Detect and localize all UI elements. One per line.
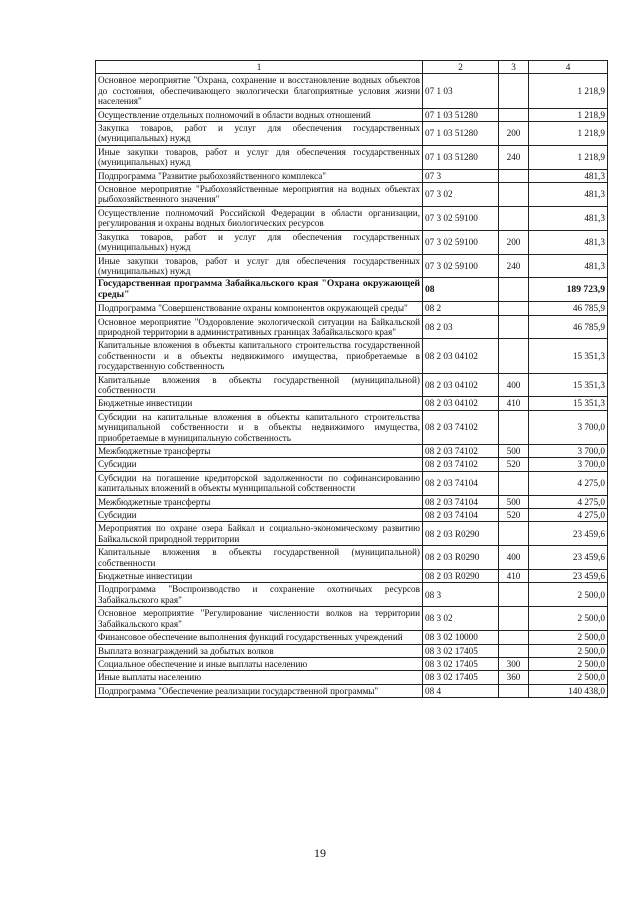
row-amount-cell: 189 723,9 (529, 278, 608, 302)
row-amount-cell: 4 275,0 (529, 495, 608, 508)
row-type-cell (499, 410, 529, 444)
table-row (96, 315, 608, 339)
row-type-cell (499, 471, 529, 495)
row-type-cell: 400 (499, 546, 529, 570)
row-type-cell (499, 183, 529, 207)
row-code-cell: 08 2 03 74102 (423, 410, 499, 444)
row-code-cell: 08 2 03 74102 (423, 445, 499, 458)
row-code-cell: 08 2 03 74104 (423, 495, 499, 508)
table-row (96, 671, 608, 684)
page-number: 19 (314, 846, 326, 860)
row-amount-cell: 2 500,0 (529, 644, 608, 657)
row-name-cell: Закупка товаров, работ и услуг для обеспечения государственных (муниципальных) нужд (96, 230, 423, 254)
row-name-cell: Основное мероприятие "Охрана, сохранение и восстановление водных объектов до состояния, обеспечивающего экологически благоприятные условия жизни населения" (96, 74, 423, 108)
row-amount-cell: 2 500,0 (529, 607, 608, 631)
header-amount: 4 (529, 61, 608, 74)
row-type-cell (499, 74, 529, 108)
row-type-cell: 520 (499, 509, 529, 522)
row-code-cell: 08 2 03 04102 (423, 339, 499, 373)
row-name-cell: Бюджетные инвестиции (96, 570, 423, 583)
row-code-cell: 07 1 03 51280 (423, 145, 499, 169)
row-amount-cell: 1 218,9 (529, 74, 608, 108)
row-code-cell: 07 3 02 59100 (423, 206, 499, 230)
header-type: 3 (499, 61, 529, 74)
table-row (96, 278, 608, 302)
table-body (96, 74, 608, 698)
table-row (96, 458, 608, 471)
row-amount-cell: 481,3 (529, 230, 608, 254)
header-code: 2 (423, 61, 499, 74)
table-row (96, 410, 608, 444)
row-amount-cell: 4 275,0 (529, 509, 608, 522)
row-type-cell (499, 302, 529, 315)
row-amount-cell: 23 459,6 (529, 570, 608, 583)
row-code-cell: 07 3 02 59100 (423, 230, 499, 254)
row-code-cell: 08 2 03 R0290 (423, 546, 499, 570)
row-amount-cell: 1 218,9 (529, 108, 608, 121)
row-name-cell: Основное мероприятие "Рыбохозяйственные мероприятия на водных объектах рыбохозяйственного значения" (96, 183, 423, 207)
row-name-cell: Государственная программа Забайкальского края "Охрана окружающей среды" (96, 278, 423, 302)
row-type-cell (499, 644, 529, 657)
row-name-cell: Основное мероприятие "Оздоровление экологической ситуации на Байкальской природной территории в административных границах Забайкальского края" (96, 315, 423, 339)
row-amount-cell: 2 500,0 (529, 631, 608, 644)
row-name-cell: Субсидии (96, 509, 423, 522)
row-name-cell: Субсидии (96, 458, 423, 471)
table-row (96, 169, 608, 182)
row-amount-cell: 4 275,0 (529, 471, 608, 495)
table-row (96, 183, 608, 207)
row-type-cell: 400 (499, 373, 529, 397)
row-name-cell: Мероприятия по охране озера Байкал и социально-экономическому развитию Байкальской природной территории (96, 522, 423, 546)
row-code-cell: 08 3 02 17405 (423, 657, 499, 670)
row-amount-cell: 15 351,3 (529, 397, 608, 410)
row-code-cell: 08 2 03 04102 (423, 373, 499, 397)
row-type-cell (499, 684, 529, 697)
header-name: 1 (96, 61, 423, 74)
table-row (96, 373, 608, 397)
row-amount-cell: 481,3 (529, 206, 608, 230)
row-code-cell: 08 4 (423, 684, 499, 697)
row-type-cell (499, 278, 529, 302)
row-name-cell: Подпрограмма "Воспроизводство и сохранение охотничьих ресурсов Забайкальского края" (96, 583, 423, 607)
row-code-cell: 07 1 03 51280 (423, 108, 499, 121)
table-row (96, 339, 608, 373)
row-type-cell (499, 315, 529, 339)
table-row (96, 397, 608, 410)
row-type-cell: 500 (499, 495, 529, 508)
row-name-cell: Иные закупки товаров, работ и услуг для обеспечения государственных (муниципальных) нужд (96, 254, 423, 278)
row-amount-cell: 46 785,9 (529, 315, 608, 339)
budget-table (95, 60, 608, 698)
table-row (96, 495, 608, 508)
row-amount-cell: 15 351,3 (529, 339, 608, 373)
row-code-cell: 08 3 02 17405 (423, 644, 499, 657)
table-row (96, 570, 608, 583)
row-amount-cell: 481,3 (529, 169, 608, 182)
table-row (96, 145, 608, 169)
row-name-cell: Социальное обеспечение и иные выплаты населению (96, 657, 423, 670)
row-amount-cell: 3 700,0 (529, 458, 608, 471)
row-code-cell: 08 (423, 278, 499, 302)
row-amount-cell: 3 700,0 (529, 445, 608, 458)
row-code-cell: 08 3 02 (423, 607, 499, 631)
row-code-cell: 07 1 03 51280 (423, 122, 499, 146)
row-code-cell: 08 2 03 74102 (423, 458, 499, 471)
row-amount-cell: 3 700,0 (529, 410, 608, 444)
table-row (96, 254, 608, 278)
row-code-cell: 08 2 03 74104 (423, 471, 499, 495)
row-name-cell: Субсидии на капитальные вложения в объекты капитального строительства муниципальной собственности и в объекты недвижимого имущества, приобретаемые в муниципальную собственность (96, 410, 423, 444)
row-name-cell: Иные закупки товаров, работ и услуг для обеспечения государственных (муниципальных) нужд (96, 145, 423, 169)
row-type-cell (499, 631, 529, 644)
row-code-cell: 08 2 03 74104 (423, 509, 499, 522)
row-amount-cell: 46 785,9 (529, 302, 608, 315)
table-row (96, 122, 608, 146)
row-name-cell: Субсидии на погашение кредиторской задолженности по софинансированию капитальных вложений в объекты муниципальной собственности (96, 471, 423, 495)
row-code-cell: 08 3 02 10000 (423, 631, 499, 644)
row-amount-cell: 1 218,9 (529, 122, 608, 146)
row-amount-cell: 2 500,0 (529, 657, 608, 670)
row-name-cell: Основное мероприятие "Регулирование численности волков на территории Забайкальского края" (96, 607, 423, 631)
table-row (96, 108, 608, 121)
table-row (96, 302, 608, 315)
row-code-cell: 08 2 03 R0290 (423, 570, 499, 583)
table-row (96, 684, 608, 697)
table-row (96, 522, 608, 546)
row-name-cell: Капитальные вложения в объекты государственной (муниципальной) собственности (96, 546, 423, 570)
table-row (96, 74, 608, 108)
row-name-cell: Капитальные вложения в объекты капитального строительства государственной собственности и в объекты недвижимого имущества, приобретаемые в государственную собственность (96, 339, 423, 373)
row-type-cell: 500 (499, 445, 529, 458)
row-name-cell: Закупка товаров, работ и услуг для обеспечения государственных (муниципальных) нужд (96, 122, 423, 146)
row-name-cell: Подпрограмма "Развитие рыбохозяйственного комплекса" (96, 169, 423, 182)
row-amount-cell: 23 459,6 (529, 522, 608, 546)
row-name-cell: Капитальные вложения в объекты государственной (муниципальной) собственности (96, 373, 423, 397)
row-name-cell: Подпрограмма "Совершенствование охраны компонентов окружающей среды" (96, 302, 423, 315)
row-type-cell (499, 169, 529, 182)
row-type-cell: 200 (499, 122, 529, 146)
row-type-cell: 410 (499, 570, 529, 583)
row-code-cell: 07 3 02 (423, 183, 499, 207)
row-code-cell: 08 3 02 17405 (423, 671, 499, 684)
row-amount-cell: 2 500,0 (529, 671, 608, 684)
row-code-cell: 08 3 (423, 583, 499, 607)
row-name-cell: Финансовое обеспечение выполнения функций государственных учреждений (96, 631, 423, 644)
row-type-cell (499, 339, 529, 373)
row-code-cell: 08 2 03 04102 (423, 397, 499, 410)
row-code-cell: 08 2 03 (423, 315, 499, 339)
row-name-cell: Осуществление полномочий Российской Федерации в области организации, регулирования и охраны водных биологических ресурсов (96, 206, 423, 230)
row-name-cell: Иные выплаты населению (96, 671, 423, 684)
table-row (96, 583, 608, 607)
row-amount-cell: 140 438,0 (529, 684, 608, 697)
row-type-cell: 300 (499, 657, 529, 670)
row-name-cell: Выплата вознаграждений за добытых волков (96, 644, 423, 657)
table-row (96, 206, 608, 230)
row-type-cell: 520 (499, 458, 529, 471)
table-header-row (96, 61, 608, 74)
row-type-cell: 240 (499, 145, 529, 169)
row-amount-cell: 15 351,3 (529, 373, 608, 397)
table-row (96, 644, 608, 657)
row-code-cell: 07 3 (423, 169, 499, 182)
row-amount-cell: 23 459,6 (529, 546, 608, 570)
row-name-cell: Бюджетные инвестиции (96, 397, 423, 410)
row-type-cell: 410 (499, 397, 529, 410)
table-row (96, 509, 608, 522)
budget-table-sheet (95, 60, 607, 698)
row-type-cell: 360 (499, 671, 529, 684)
row-type-cell (499, 108, 529, 121)
table-row (96, 445, 608, 458)
row-amount-cell: 481,3 (529, 254, 608, 278)
row-type-cell (499, 607, 529, 631)
row-type-cell: 200 (499, 230, 529, 254)
row-type-cell (499, 522, 529, 546)
table-row (96, 657, 608, 670)
table-row (96, 471, 608, 495)
row-code-cell: 07 1 03 (423, 74, 499, 108)
table-row (96, 230, 608, 254)
row-amount-cell: 1 218,9 (529, 145, 608, 169)
row-code-cell: 07 3 02 59100 (423, 254, 499, 278)
table-row (96, 607, 608, 631)
row-type-cell: 240 (499, 254, 529, 278)
row-type-cell (499, 583, 529, 607)
row-code-cell: 08 2 (423, 302, 499, 315)
row-name-cell: Подпрограмма "Обеспечение реализации государственной программы" (96, 684, 423, 697)
row-code-cell: 08 2 03 R0290 (423, 522, 499, 546)
table-row (96, 546, 608, 570)
row-name-cell: Межбюджетные трансферты (96, 495, 423, 508)
row-type-cell (499, 206, 529, 230)
row-name-cell: Межбюджетные трансферты (96, 445, 423, 458)
table-row (96, 631, 608, 644)
row-name-cell: Осуществление отдельных полномочий в области водных отношений (96, 108, 423, 121)
row-amount-cell: 2 500,0 (529, 583, 608, 607)
row-amount-cell: 481,3 (529, 183, 608, 207)
